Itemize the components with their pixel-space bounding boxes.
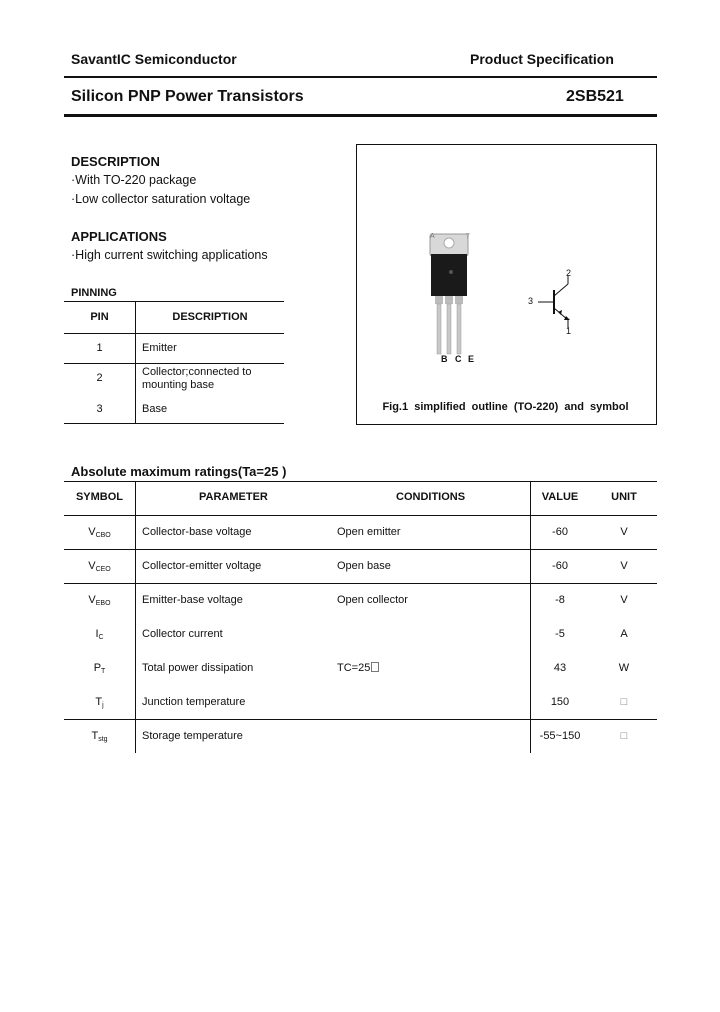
pkg-pin-label: C <box>455 354 462 364</box>
rating-parameter: Storage temperature <box>142 730 243 742</box>
pin-description: Emitter <box>142 342 177 354</box>
rating-unit: V <box>620 560 628 572</box>
symbol-label: 1 <box>566 326 572 336</box>
description-line: ·Low collector saturation voltage <box>71 192 251 206</box>
rating-symbol: Tstg <box>91 730 108 743</box>
rating-unit: □ <box>620 696 628 708</box>
header-rule-top <box>64 76 657 78</box>
rating-symbol: VCEO <box>88 560 111 573</box>
rating-parameter: Junction temperature <box>142 696 246 708</box>
rating-value: -60 <box>552 526 568 538</box>
col-header-symbol: SYMBOL <box>75 491 124 503</box>
to220-package-icon <box>418 228 498 368</box>
rating-symbol: PT <box>93 662 106 675</box>
ratings-heading: Absolute maximum ratings(Ta=25 ) <box>71 464 287 479</box>
rating-condition: Open base <box>337 560 391 572</box>
rating-condition: Open collector <box>337 594 408 606</box>
rating-value: -5 <box>555 628 565 640</box>
pin-number: 2 <box>96 372 103 384</box>
pin-col-header: PIN <box>90 311 109 323</box>
part-number: 2SB521 <box>566 88 624 105</box>
rating-symbol: VCBO <box>88 526 111 539</box>
symbol-label: 2 <box>566 268 572 278</box>
header-rule-bottom <box>64 114 657 117</box>
pinning-heading: PINNING <box>71 287 117 299</box>
rating-value: -55~150 <box>539 730 581 742</box>
rating-symbol: Tj <box>95 696 104 709</box>
pin-description: Base <box>142 403 168 415</box>
applications-line: ·High current switching applications <box>71 248 268 262</box>
product-title: Silicon PNP Power Transistors <box>71 88 304 105</box>
rating-condition: TC=25 <box>337 662 379 674</box>
rating-symbol: IC <box>95 628 104 641</box>
col-header-unit: UNIT <box>611 491 637 503</box>
degree-box-icon <box>371 662 379 672</box>
rating-condition: Open emitter <box>337 526 401 538</box>
rating-parameter: Emitter-base voltage <box>142 594 243 606</box>
rating-parameter: Collector-base voltage <box>142 526 252 538</box>
symbol-label: 3 <box>528 296 534 306</box>
col-header-conditions: CONDITIONS <box>396 491 466 503</box>
pin-number: 3 <box>96 403 103 415</box>
pkg-pin-label: E <box>468 354 475 364</box>
col-header-parameter: PARAMETER <box>199 491 268 503</box>
svg-text:A: A <box>430 233 435 240</box>
rating-value: -8 <box>555 594 565 606</box>
svg-text:7: 7 <box>466 233 470 240</box>
description-heading: DESCRIPTION <box>71 154 160 169</box>
rating-unit: V <box>620 526 628 538</box>
figure-box <box>356 144 657 425</box>
company-name: SavantIC Semiconductor <box>71 51 237 67</box>
desc-col-header: DESCRIPTION <box>172 311 248 323</box>
rating-value: 43 <box>553 662 567 674</box>
rating-parameter: Collector-emitter voltage <box>142 560 262 572</box>
doc-type: Product Specification <box>470 51 614 67</box>
rating-parameter: Collector current <box>142 628 223 640</box>
rating-parameter: Total power dissipation <box>142 662 254 674</box>
figure-caption: Fig.1 simplified outline (TO-220) and symbol <box>382 401 629 413</box>
applications-heading: APPLICATIONS <box>71 229 167 244</box>
pkg-pin-label: B <box>441 354 448 364</box>
rating-unit: A <box>620 628 628 640</box>
rating-unit: □ <box>620 730 628 742</box>
rating-symbol: VEBO <box>88 594 111 607</box>
description-line: ·With TO-220 package <box>71 173 197 187</box>
rating-value: -60 <box>552 560 568 572</box>
rating-value: 150 <box>550 696 570 708</box>
pin-number: 1 <box>96 342 103 354</box>
rating-unit: V <box>620 594 628 606</box>
rating-unit: W <box>618 662 630 674</box>
pnp-transistor-symbol-icon <box>528 266 588 338</box>
col-header-value: VALUE <box>541 491 579 503</box>
pin-description: Collector;connected to mounting base <box>142 366 252 391</box>
